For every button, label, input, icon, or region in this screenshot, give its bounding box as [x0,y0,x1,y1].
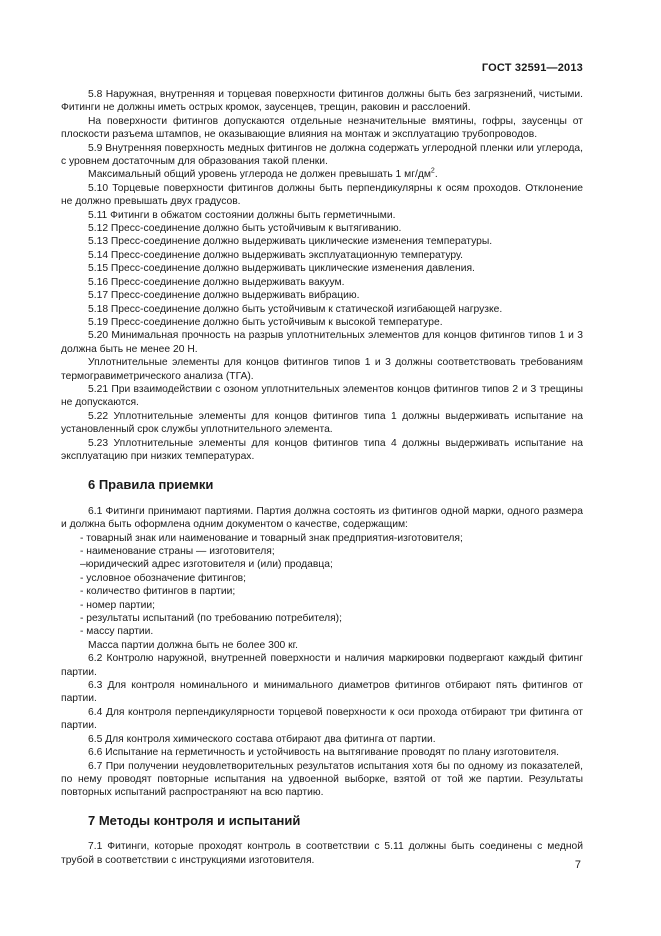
section-6 [61,505,583,800]
paragraph-carbon-level [61,168,583,181]
paragraph: На поверхности фитингов допускаются отдельные незначительные вмятины, гофры, заусенцы от плоскости разъема штампов, не оказывающие влияния на монтаж и эксплуатацию трубопроводов. [61,115,583,141]
paragraph-5-11: 5.11 Фитинги в обжатом состоянии должны быть герметичными. [88,209,396,221]
paragraph-5-23: 5.23 Уплотнительные элементы для концов фитингов типа 4 должны выдерживать испытание на эксплуатацию при низких температурах. [61,437,583,462]
paragraph-5-17: 5.17 Пресс-соединение должно выдерживать вибрацию. [88,290,360,302]
superscript: 2 [430,168,435,176]
page-content [61,88,583,867]
paragraph-5-16: 5.16 Пресс-соединение должно выдерживать вакуум. [88,276,345,288]
paragraph-5-21: 5.21 При взаимодействии с озоном уплотнительных элементов концов фитингов типов 2 и 3 трещины не допускаются. [61,383,583,409]
paragraph-5-12: 5.12 Пресс-соединение должно быть устойчивым к вытягиванию. [88,223,402,235]
paragraph-mass: Масса партии должна быть не более 300 кг. [88,639,299,651]
paragraph-6-1: 6.1 Фитинги принимают партиями. Партия должна состоять из фитингов одной марки, одного размера и должна быть оформлена одним документом о качестве, содержащим: [61,505,583,531]
paragraph-6-7: 6.7 При получении неудовлетворительных результатов испытания хотя бы по одному из показателей, по нему проводят повторные испытания на удвоенной выборке, взятой от той же партии. Результаты повторных испытаний распространяют на всю партию. [61,760,583,799]
carbon-tail: . [434,169,438,181]
paragraph-5-8: 5.8 Наружная, внутренняя и торцевая поверхности фитингов должны быть без загрязнений, чистыми. Фитинги не должны иметь острых кромок, заусенцев, трещин, раковин и расслоений. [61,89,583,114]
list-item: - номер партии; [80,599,155,611]
paragraph-5-13: 5.13 Пресс-соединение должно выдерживать циклические изменения температуры. [88,236,493,248]
list-item: - товарный знак или наименование и товарный знак предприятия-изготовителя; [80,532,463,544]
list-item: - количество фитингов в партии; [80,586,236,598]
paragraph-5-20: 5.20 Минимальная прочность на разрыв уплотнительных элементов для концов фитингов типов 1 и 3 должна быть не менее 20 Н. [61,330,583,355]
paragraph-5-9: 5.9 Внутренняя поверхность медных фитингов не должна содержать углеродной пленки или углерода, с уровнем достаточным для образования такой пленки. [61,142,583,168]
section-6-heading: 6 Правила приемки [88,477,214,493]
paragraph-6-5: 6.5 Для контроля химического состава отбирают два фитинга от партии. [88,733,436,745]
paragraph-5-19: 5.19 Пресс-соединение должно быть устойчивым к высокой температуре. [88,316,443,328]
list-item: - условное обозначение фитингов; [80,572,247,584]
carbon-text: Максимальный общий уровень углерода не должен превышать 1 мг/дм [88,169,431,181]
paragraph-6-6: 6.6 Испытание на герметичность и устойчивость на вытягивание проводят по плану изготовителя. [88,747,560,759]
paragraph-6-2: 6.2 Контролю наружной, внутренней поверхности и наличия маркировки подвергают каждый фитинг партии. [61,653,583,678]
paragraph: Уплотнительные элементы для концов фитингов типов 1 и 3 должны соответствовать требованиям термогравиметрического анализа (ТГА). [61,357,583,382]
list-item: –юридический адрес изготовителя и (или) продавца; [80,559,333,571]
section-7-heading: 7 Методы контроля и испытаний [88,812,301,828]
paragraph-5-14: 5.14 Пресс-соединение должно выдерживать эксплуатационную температуру. [88,249,463,261]
paragraph-6-3: 6.3 Для контроля номинального и минимального диаметров фитингов отбирают пять фитингов от партии. [61,680,583,705]
paragraph-5-10: 5.10 Торцевые поверхности фитингов должны быть перпендикулярны к осям проходов. Отклонение не должно превышать двух градусов. [61,182,583,208]
standard-code: ГОСТ 32591—2013 [481,62,583,74]
paragraph-5-15: 5.15 Пресс-соединение должно выдерживать циклические изменения давления. [88,263,475,275]
list-item: - наименование страны — изготовителя; [80,546,275,557]
paragraph-5-18: 5.18 Пресс-соединение должно быть устойчивым к статической изгибающей нагрузке. [88,303,503,315]
list-item: - результаты испытаний (по требованию потребителя); [80,613,342,625]
section-7 [61,840,583,867]
paragraph-5-22: 5.22 Уплотнительные элементы для концов фитингов типа 1 должны выдерживать испытание на установленный срок службы уплотнительного элемента. [61,410,583,436]
section-5 [61,88,583,463]
paragraph-7-1: 7.1 Фитинги, которые проходят контроль в соответствии с 5.11 должны быть соединены с медной трубой в соответствии с инструкциями изготовителя. [61,841,583,866]
list-item: - массу партии. [80,626,154,638]
page-number: 7 [574,859,581,871]
paragraph-6-4: 6.4 Для контроля перпендикулярности торцевой поверхности к оси прохода отбирают три фитинга от партии. [61,706,583,732]
